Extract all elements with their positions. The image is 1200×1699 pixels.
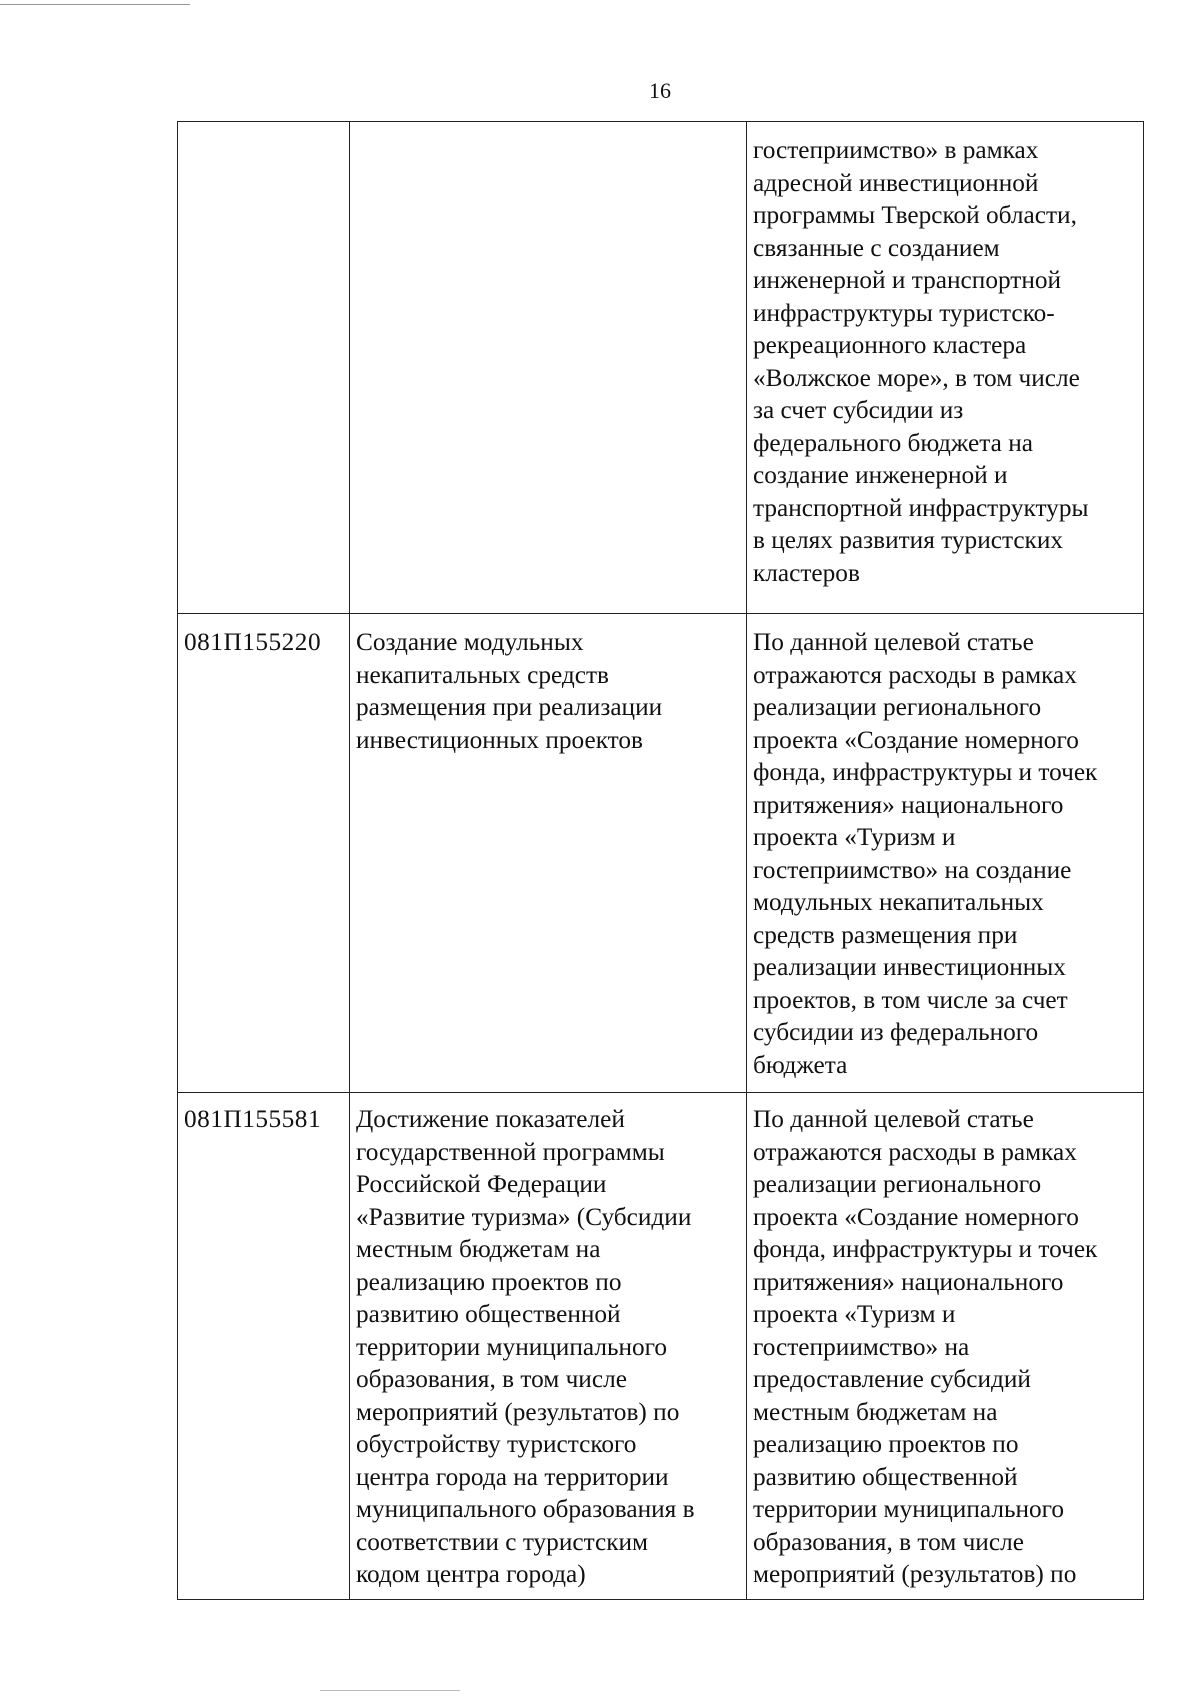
name-line: инвестиционных проектов [356, 725, 643, 754]
target-article-name [350, 614, 747, 1093]
description-line: реализации инвестиционных [753, 953, 1066, 981]
description-line: за счет субсидии из [753, 396, 964, 424]
description-line: субсидии из федерального [753, 1018, 1039, 1046]
description-line: связанные с созданием [753, 233, 1000, 262]
description-line: местным бюджетам на [753, 1397, 998, 1426]
description-line: мероприятий (результатов) по [753, 1560, 1077, 1588]
description-line: модульных некапитальных [753, 888, 1044, 916]
description-line: кластеров [753, 558, 860, 587]
name-line: соответствии с туристским [356, 1527, 649, 1556]
target-article-code: 081П155581 [178, 1093, 350, 1600]
name-line: реализацию проектов по [356, 1267, 622, 1296]
description-line: проекта «Создание номерного [753, 1202, 1079, 1231]
name-line: размещения при реализации [356, 693, 663, 721]
description-line: федерального бюджета на [753, 428, 1033, 457]
table-row [178, 122, 1144, 614]
table-row [178, 1093, 1144, 1600]
description-line: территории муниципального [753, 1495, 1065, 1523]
page-number: 16 [649, 78, 671, 103]
description-line: средств размещения при [753, 920, 1018, 949]
description-line: рекреационного кластера [753, 331, 1027, 359]
description-line: гостеприимство» на [753, 1332, 970, 1361]
description-line: гостеприимство» на создание [753, 855, 1072, 884]
name-line: кодом центра города) [356, 1560, 586, 1588]
description-line: реализации регионального [753, 1170, 1042, 1198]
description-line: предоставление субсидий [753, 1365, 1031, 1393]
description-line: проекта «Туризм и [753, 823, 956, 851]
budget-classification-table [177, 121, 1144, 1600]
description-line: реализацию проектов по [753, 1430, 1019, 1458]
name-line: Российской Федерации [356, 1170, 607, 1198]
name-line: центра города на территории [356, 1462, 669, 1491]
description-line: гостеприимство» в рамках [753, 136, 1039, 164]
target-article-description [747, 122, 1144, 614]
description-line: «Волжское море», в том числе [753, 363, 1080, 392]
table-row [178, 614, 1144, 1093]
target-article-description [747, 614, 1144, 1093]
name-line: муниципального образования в [356, 1495, 695, 1523]
name-line: обустройству туристского [356, 1430, 637, 1458]
description-line: инженерной и транспортной [753, 266, 1062, 294]
target-article-name [350, 122, 747, 614]
description-line: реализации регионального [753, 693, 1042, 721]
target-article-name [350, 1093, 747, 1600]
target-article-code [178, 122, 350, 614]
name-line: мероприятий (результатов) по [356, 1397, 680, 1426]
description-line: отражаются расходы в рамках [753, 660, 1077, 689]
name-line: некапитальных средств [356, 660, 609, 689]
description-line: создание инженерной и [753, 461, 1008, 489]
description-line: фонда, инфраструктуры и точек [753, 1235, 1098, 1263]
description-line: По данной целевой статье [753, 628, 1034, 656]
name-line: Достижение показателей [356, 1105, 625, 1133]
description-line: развитию общественной [753, 1462, 1018, 1491]
description-line: отражаются расходы в рамках [753, 1137, 1077, 1166]
name-line: государственной программы [356, 1137, 665, 1166]
description-line: в целях развития туристских [753, 526, 1064, 554]
scan-artifact-top-line [0, 4, 190, 5]
description-line: проектов, в том числе за счет [753, 985, 1068, 1014]
description-line: притяжения» национального [753, 790, 1064, 819]
description-line: инфраструктуры туристско- [753, 298, 1055, 327]
description-line: По данной целевой статье [753, 1105, 1034, 1133]
description-line: адресной инвестиционной [753, 168, 1039, 197]
description-line: программы Тверской области, [753, 201, 1077, 229]
name-line: «Развитие туризма» (Субсидии [356, 1202, 692, 1231]
target-article-description [747, 1093, 1144, 1600]
description-line: проекта «Туризм и [753, 1300, 956, 1328]
description-line: транспортной инфраструктуры [753, 493, 1089, 522]
name-line: территории муниципального [356, 1332, 668, 1361]
description-line: фонда, инфраструктуры и точек [753, 758, 1098, 786]
name-line: образования, в том числе [356, 1365, 627, 1393]
description-line: проекта «Создание номерного [753, 725, 1079, 754]
scan-artifact-bottom-line [320, 1690, 460, 1691]
name-line: местным бюджетам на [356, 1235, 601, 1263]
name-line: Создание модульных [356, 628, 584, 656]
name-line: развитию общественной [356, 1300, 621, 1328]
target-article-code: 081П155220 [178, 614, 350, 1093]
description-line: притяжения» национального [753, 1267, 1064, 1296]
description-line: бюджета [753, 1050, 848, 1079]
description-line: образования, в том числе [753, 1527, 1024, 1556]
